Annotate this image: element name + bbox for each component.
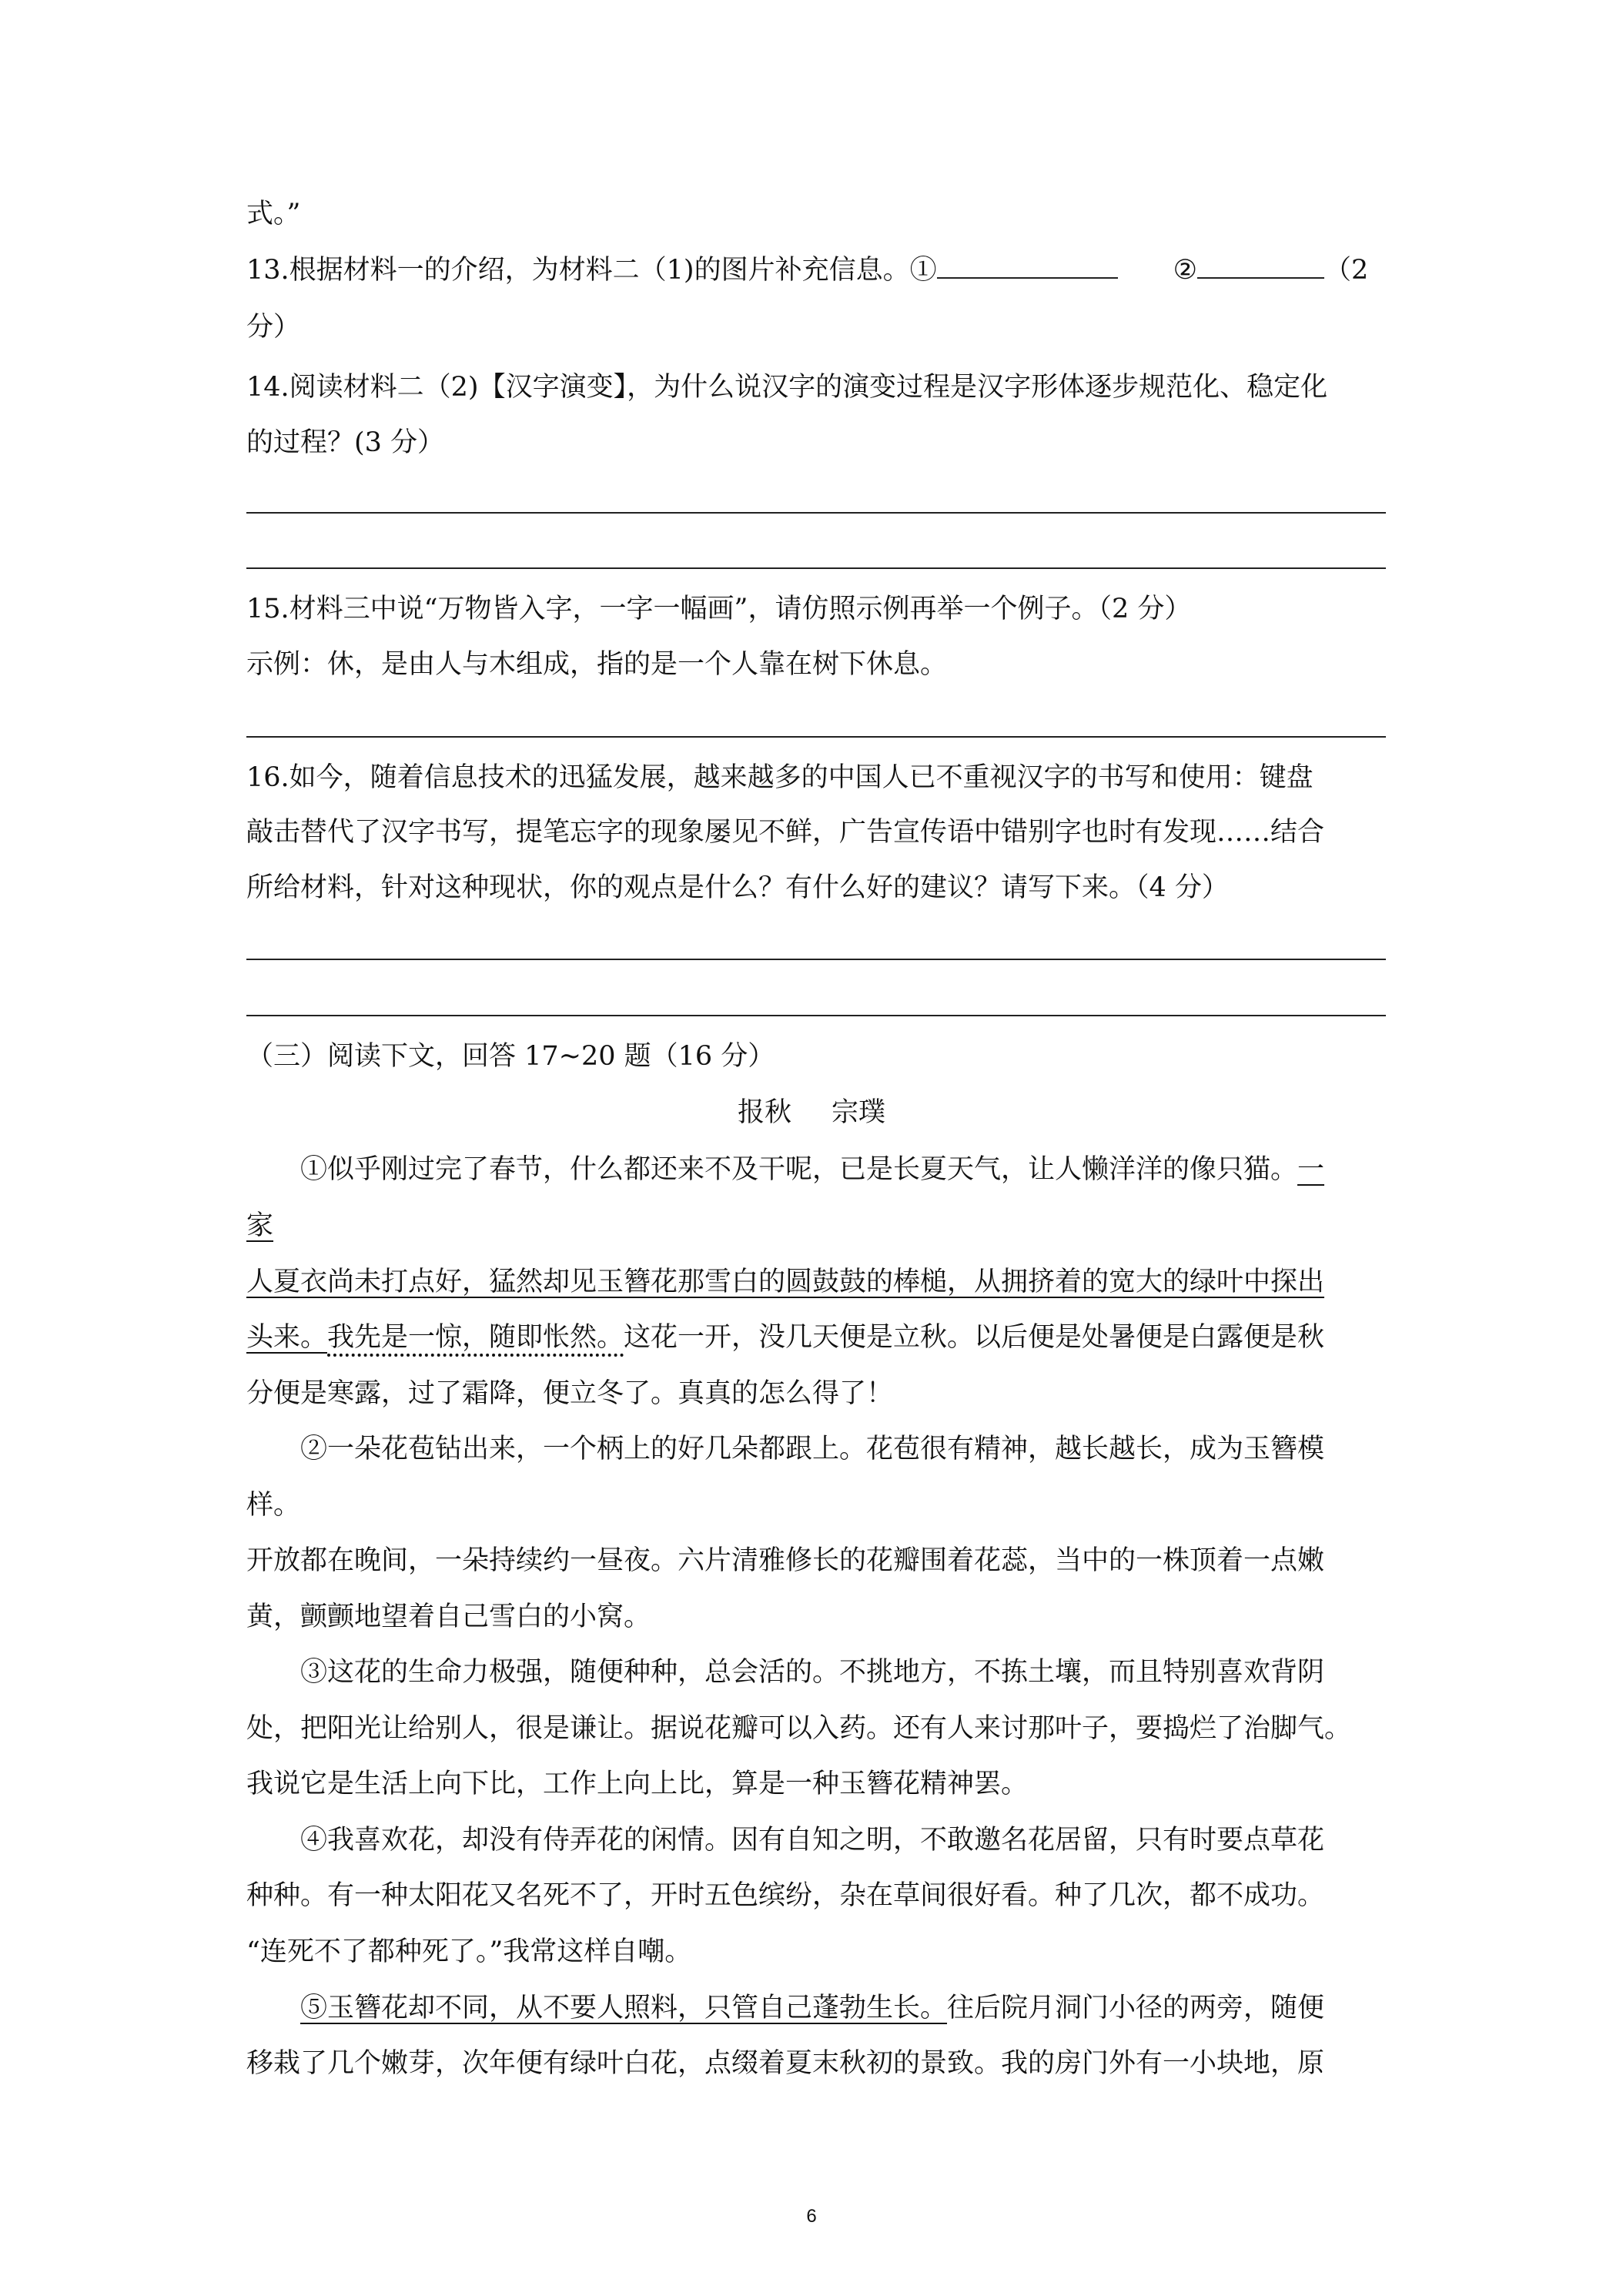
text-line: 式。” <box>246 199 301 229</box>
paragraph-line: 分便是寒露，过了霜降，便立冬了。真真的怎么得了！ <box>246 1378 894 1409</box>
page-number: 6 <box>806 2206 817 2227</box>
text-line: 示例：休，是由人与木组成，指的是一个人靠在树下休息。 <box>246 649 948 680</box>
text-line: 分） <box>246 312 301 343</box>
paragraph-line: ③这花的生命力极强，随便种种，总会活的。不挑地方，不拣土壤，而且特别喜欢背阴 <box>300 1657 1325 1688</box>
underlined-text: 头来。 <box>246 1322 328 1353</box>
article-title <box>0 1096 1623 1130</box>
question-13 <box>246 253 1368 287</box>
answer-line[interactable] <box>246 512 1386 514</box>
text-line: 敲击替代了汉字书写，提笔忘字的现象屡见不鲜，广告宣传语中错别字也时有发现……结合 <box>246 817 1325 848</box>
paragraph-line <box>246 1209 273 1243</box>
paragraph-line <box>300 1991 1324 2025</box>
text-span: ①似乎刚过完了春节，什么都还来不及干呢，已是长夏天气，让人懒洋洋的像只猫。 <box>300 1154 1298 1185</box>
text-span: 这花一开，没几天便是立秋。以后便是处暑便是白露便是秋 <box>624 1322 1325 1353</box>
paragraph-line: ②一朵花苞钻出来，一个柄上的好几朵都跟上。花苞很有精神，越长越长，成为玉簪模 <box>300 1434 1325 1464</box>
paragraph-line <box>300 1153 1324 1186</box>
paragraph-line: “连死不了都种死了。”我常这样自嘲。 <box>246 1936 692 1967</box>
answer-line[interactable] <box>246 959 1386 960</box>
title-author: 宗璞 <box>832 1097 886 1128</box>
text-line: 的过程？(3 分） <box>246 427 445 458</box>
paragraph-line <box>246 1265 1324 1299</box>
question-14: 14.阅读材料二（2)【汉字演变】，为什么说汉字的演变过程是汉字形体逐步规范化、稳定化 <box>246 372 1328 403</box>
section-heading: （三）阅读下文，回答 17~20 题（16 分） <box>246 1041 775 1072</box>
paragraph-line: 黄，颤颤地望着自己雪白的小窝。 <box>246 1602 651 1632</box>
paragraph-line: 我说它是生活上向下比，工作上向上比，算是一种玉簪花精神罢。 <box>246 1769 1029 1799</box>
underlined-text: ⑤玉簪花却不同，从不要人照料，只管自己蓬勃生长。 <box>300 1993 948 2023</box>
score: （2 <box>1323 255 1369 286</box>
paragraph-line: 开放都在晚间，一朵持续约一昼夜。六片清雅修长的花瓣围着花蕊，当中的一株顶着一点嫩 <box>246 1545 1325 1576</box>
answer-blank-2[interactable] <box>1197 254 1324 279</box>
underlined-text: 家 <box>246 1210 274 1241</box>
dotted-emphasis-text: 我先是一惊，随即怅然。 <box>327 1322 624 1353</box>
answer-line[interactable] <box>246 1015 1386 1016</box>
paragraph-line: 处，把阳光让给别人，很是谦让。据说花瓣可以入药。还有人来讨那叶子，要捣烂了治脚气。 <box>246 1713 1352 1744</box>
paragraph-line: 移栽了几个嫩芽，次年便有绿叶白花，点缀着夏末秋初的景致。我的房门外有一小块地，原 <box>246 2048 1325 2079</box>
underlined-text: 人夏衣尚未打点好，猛然却见玉簪花那雪白的圆鼓鼓的棒槌，从拥挤着的宽大的绿叶中探出 <box>246 1267 1325 1297</box>
paragraph-line: 种种。有一种太阳花又名死不了，开时五色缤纷，杂在草间很好看。种了几次，都不成功。 <box>246 1880 1325 1911</box>
text-span: 往后院月洞门小径的两旁，随便 <box>947 1993 1325 2023</box>
question-13-text: 13.根据材料一的介绍，为材料二（1)的图片补充信息。① <box>246 255 937 286</box>
answer-line[interactable] <box>246 736 1386 738</box>
paragraph-line <box>246 1320 1324 1354</box>
answer-line[interactable] <box>246 567 1386 569</box>
text-line: 所给材料，针对这种现状，你的观点是什么？有什么好的建议？请写下来。（4 分） <box>246 872 1229 903</box>
underlined-text: 一 <box>1297 1154 1325 1185</box>
paragraph-line: ④我喜欢花，却没有侍弄花的闲情。因有自知之明，不敢邀名花居留，只有时要点草花 <box>300 1825 1325 1856</box>
circle-2: ② <box>1173 255 1197 286</box>
answer-blank-1[interactable] <box>937 254 1118 279</box>
title-main: 报秋 <box>737 1097 791 1128</box>
question-15: 15.材料三中说“万物皆入字，一字一幅画”，请仿照示例再举一个例子。（2 分） <box>246 594 1192 624</box>
question-16: 16.如今，随着信息技术的迅猛发展，越来越多的中国人已不重视汉字的书写和使用：键盘 <box>246 762 1313 793</box>
paragraph-line: 样。 <box>246 1490 301 1521</box>
